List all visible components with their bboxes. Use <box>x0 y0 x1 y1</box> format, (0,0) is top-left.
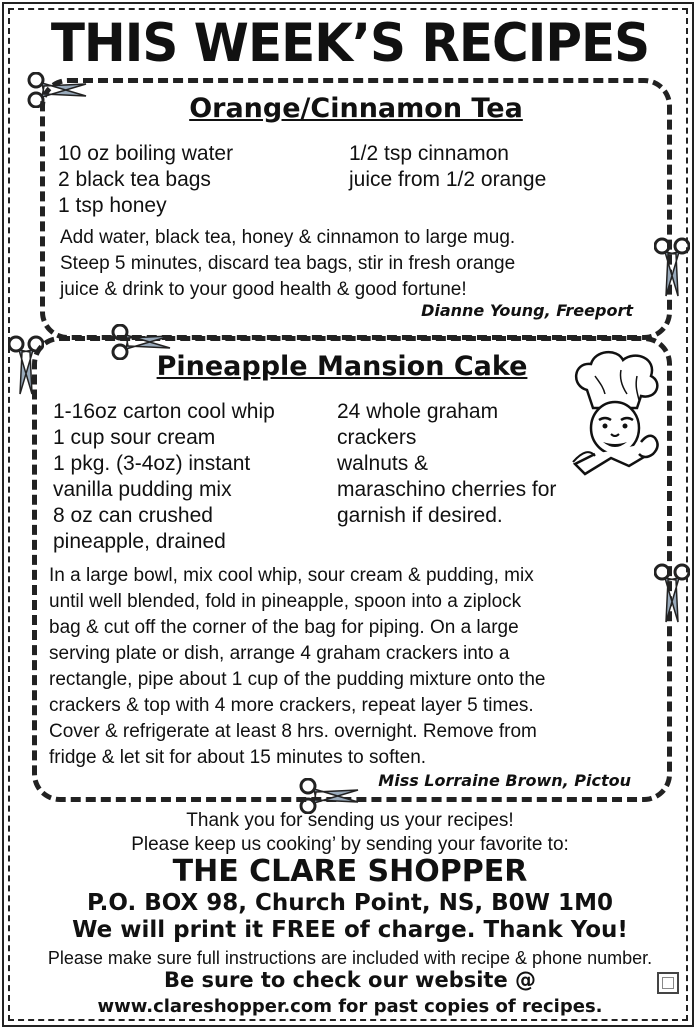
ingredient: crackers <box>337 426 417 449</box>
scissors-icon <box>654 562 690 624</box>
method-line: Add water, black tea, honey & cinnamon to large mug. <box>60 227 516 248</box>
ingredient: juice from 1/2 orange <box>349 168 547 191</box>
scissors-icon <box>8 334 44 396</box>
ingredient: 24 whole graham <box>337 400 499 423</box>
ingredient: maraschino cherries for <box>337 478 557 501</box>
free-print-note: We will print it FREE of charge. Thank You! <box>72 917 628 943</box>
method-text <box>60 225 515 303</box>
recipe-title: Orange/Cinnamon Tea <box>189 93 523 124</box>
ingredient: 8 oz can crushed <box>53 504 213 527</box>
ingredient: 1/2 tsp cinnamon <box>349 142 509 165</box>
checkbox-icon <box>657 972 679 994</box>
website-link[interactable]: www.clareshopper.com for past copies of recipes. <box>97 996 603 1017</box>
footer-keep-cooking: Please keep us cooking’ by sending your favorite to: <box>131 834 569 855</box>
method-line: crackers & top with 4 more crackers, repeat layer 5 times. <box>49 695 534 716</box>
recipe-credit: Dianne Young, Freeport <box>421 301 633 320</box>
ingredient: 1 cup sour cream <box>53 426 216 449</box>
ingredient: garnish if desired. <box>337 504 503 527</box>
ingredient: vanilla pudding mix <box>53 478 232 501</box>
method-line: bag & cut off the corner of the bag for piping. On a large <box>49 617 519 638</box>
scissors-icon <box>26 72 88 108</box>
method-line: juice & drink to your good health & good fortune! <box>60 279 467 300</box>
ingredient: pineapple, drained <box>53 530 226 553</box>
ingredients-left <box>53 399 275 555</box>
method-line: until well blended, fold in pineapple, spoon into a ziplock <box>49 591 522 612</box>
ingredients-right <box>337 399 556 529</box>
scissors-icon <box>110 324 172 360</box>
method-line: rectangle, pipe about 1 cup of the pudding mixture onto the <box>49 669 546 690</box>
method-line: Cover & refrigerate at least 8 hrs. overnight. Remove from <box>49 721 537 742</box>
method-line: fridge & let sit for about 15 minutes to soften. <box>49 747 427 768</box>
instructions-note: Please make sure full instructions are included with recipe & phone number. <box>47 948 653 968</box>
method-text <box>49 563 545 771</box>
scissors-icon <box>298 778 360 814</box>
ingredient: 2 black tea bags <box>58 168 211 191</box>
ingredient: 1-16oz carton cool whip <box>53 400 275 423</box>
footer-thanks: Thank you for sending us your recipes! <box>186 810 514 831</box>
publication-name: THE CLARE SHOPPER <box>172 854 528 889</box>
ingredients-left <box>58 141 233 219</box>
ingredient: walnuts & <box>337 452 429 475</box>
mailing-address: P.O. BOX 98, Church Point, NS, B0W 1M0 <box>87 890 613 916</box>
ingredient: 10 oz boiling water <box>58 142 234 165</box>
ingredients-right <box>349 141 546 193</box>
method-line: In a large bowl, mix cool whip, sour cream & pudding, mix <box>49 565 534 586</box>
method-line: serving plate or dish, arrange 4 graham crackers into a <box>49 643 510 664</box>
ingredient: 1 pkg. (3-4oz) instant <box>53 452 251 475</box>
chef-illustration <box>565 346 665 482</box>
recipe-card-orange-cinnamon-tea <box>40 78 672 340</box>
ingredient: 1 tsp honey <box>58 194 167 217</box>
recipe-credit: Miss Lorraine Brown, Pictou <box>378 771 631 790</box>
method-line: Steep 5 minutes, discard tea bags, stir in fresh orange <box>60 253 516 274</box>
page-title: THIS WEEK’S RECIPES <box>50 12 650 74</box>
scissors-icon <box>654 236 690 298</box>
recipe-title: Pineapple Mansion Cake <box>156 351 528 382</box>
website-prompt: Be sure to check our website @ <box>163 968 537 992</box>
